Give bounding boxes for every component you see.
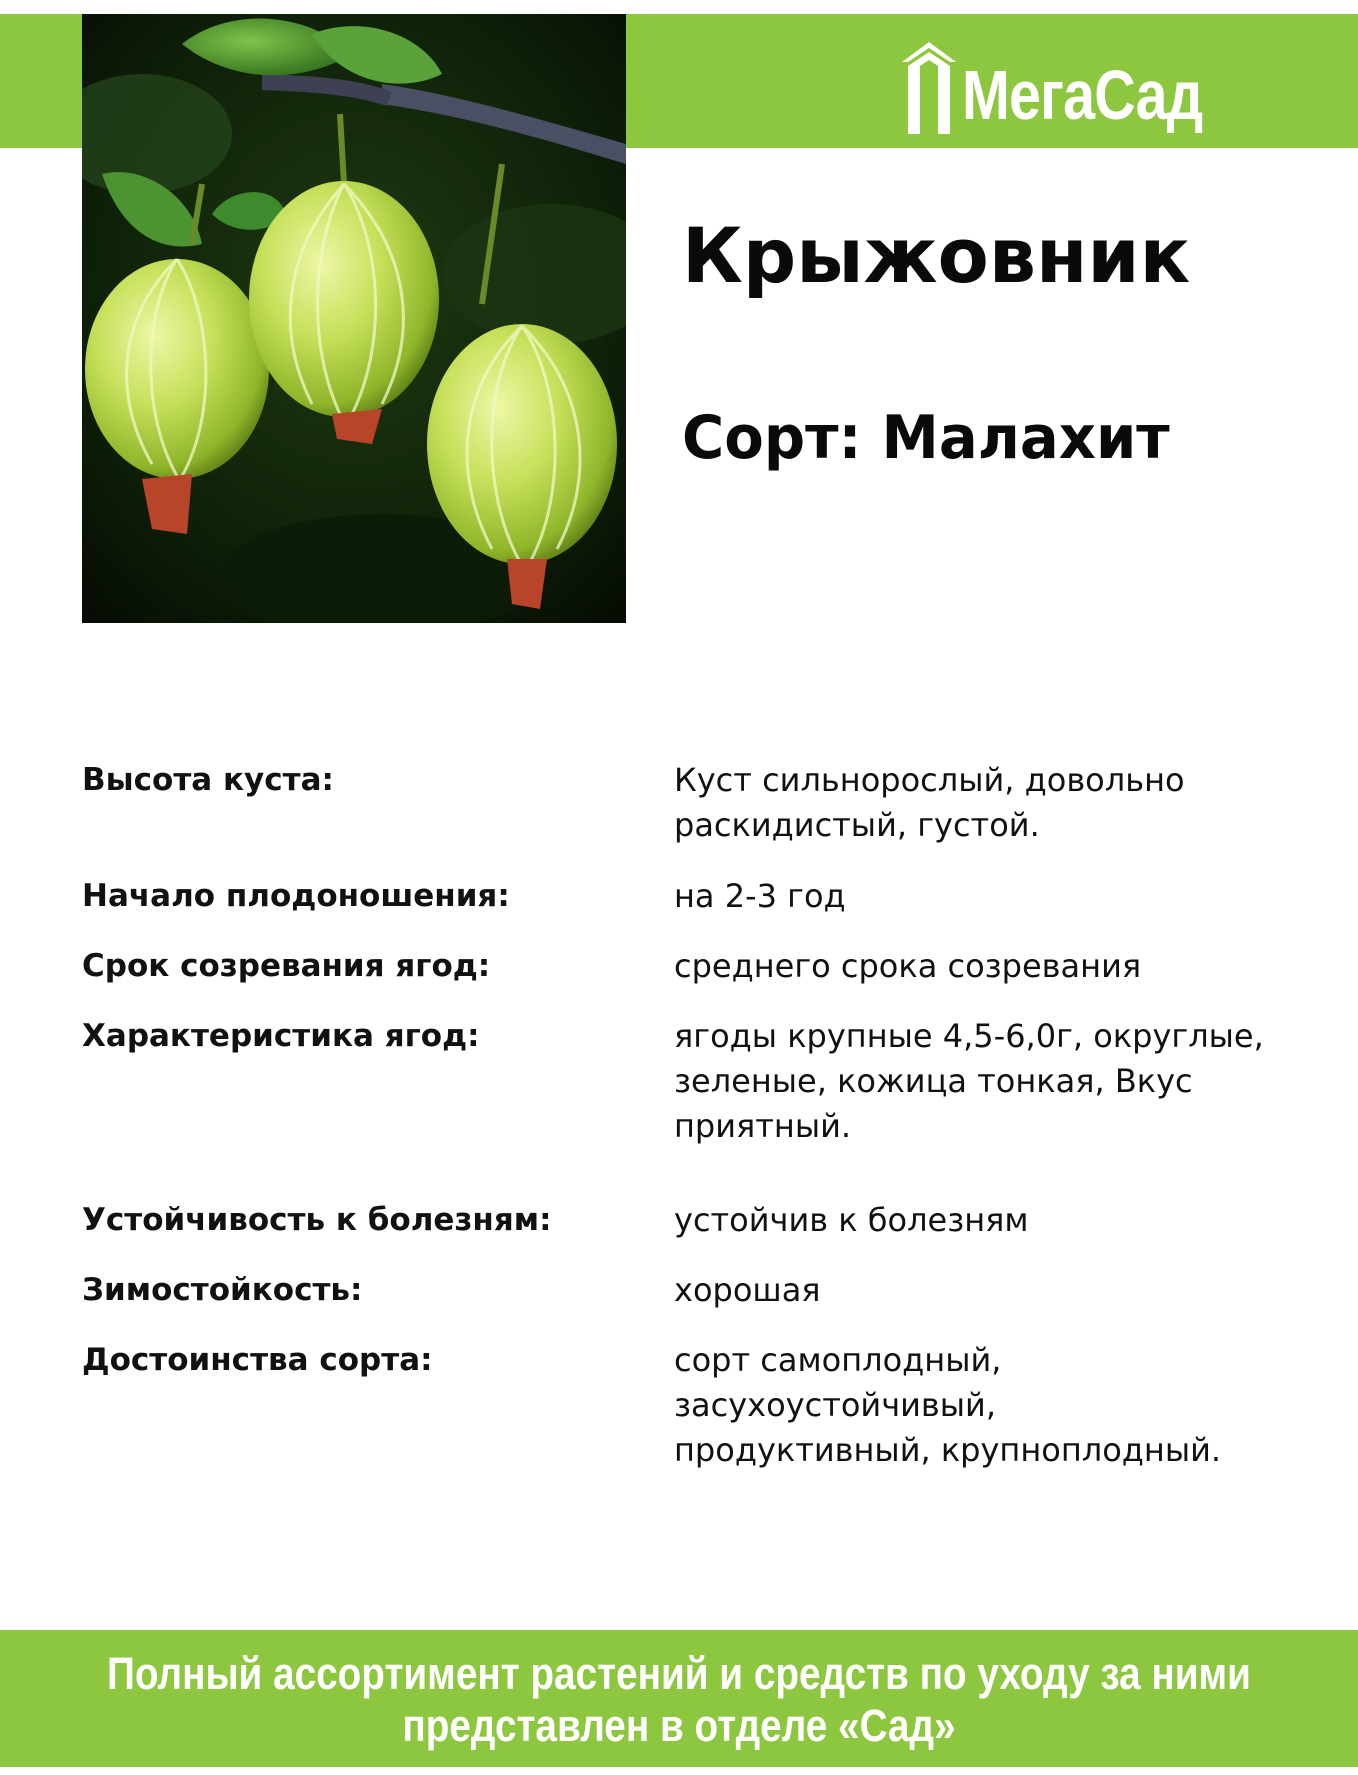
spec-value-line: хорошая [674,1271,821,1309]
spec-value-line: засухоустойчивый, [674,1386,997,1424]
spec-value-line: продуктивный, крупноплодный. [674,1431,1222,1469]
spec-value [674,1014,1284,1149]
spec-value-line: сорт самоплодный, [674,1341,1002,1379]
spec-label: Высота куста: [82,762,334,798]
house-logo-icon [900,40,958,136]
logo-text: МегаСад [962,56,1203,134]
spec-value [674,944,1284,989]
spec-label: Срок созревания ягод: [82,948,491,984]
spec-value [674,758,1284,848]
spec-label: Характеристика ягод: [82,1018,480,1054]
megasad-logo[interactable] [900,28,1280,136]
product-title: Крыжовник [682,211,1191,300]
spec-value-line: устойчив к болезням [674,1201,1029,1239]
footer-band [0,1630,1358,1767]
spec-label: Достоинства сорта: [82,1342,433,1378]
spec-value-line: приятный. [674,1107,852,1145]
spec-value-line: раскидистый, густой. [674,806,1040,844]
gooseberry-photo [82,14,626,623]
spec-value-line: зеленые, кожица тонкая, Вкус [674,1062,1193,1100]
spec-value-line: ягоды крупные 4,5-6,0г, округлые, [674,1017,1264,1055]
spec-value [674,1338,1284,1473]
spec-label: Зимостойкость: [82,1272,363,1308]
spec-value-line: среднего срока созревания [674,947,1142,985]
spec-value [674,874,1284,919]
footer-line: Полный ассортимент растений и средств по уходу за ними [107,1648,1251,1699]
spec-label: Начало плодоношения: [82,878,510,914]
spec-label: Устойчивость к болезням: [82,1202,552,1238]
variety-name: Сорт: Малахит [682,403,1170,473]
spec-value-line: Куст сильнорослый, довольно [674,761,1185,799]
spec-value [674,1268,1284,1313]
footer-line: представлен в отделе «Сад» [402,1700,956,1751]
spec-value-line: на 2-3 год [674,877,846,915]
spec-value [674,1198,1284,1243]
